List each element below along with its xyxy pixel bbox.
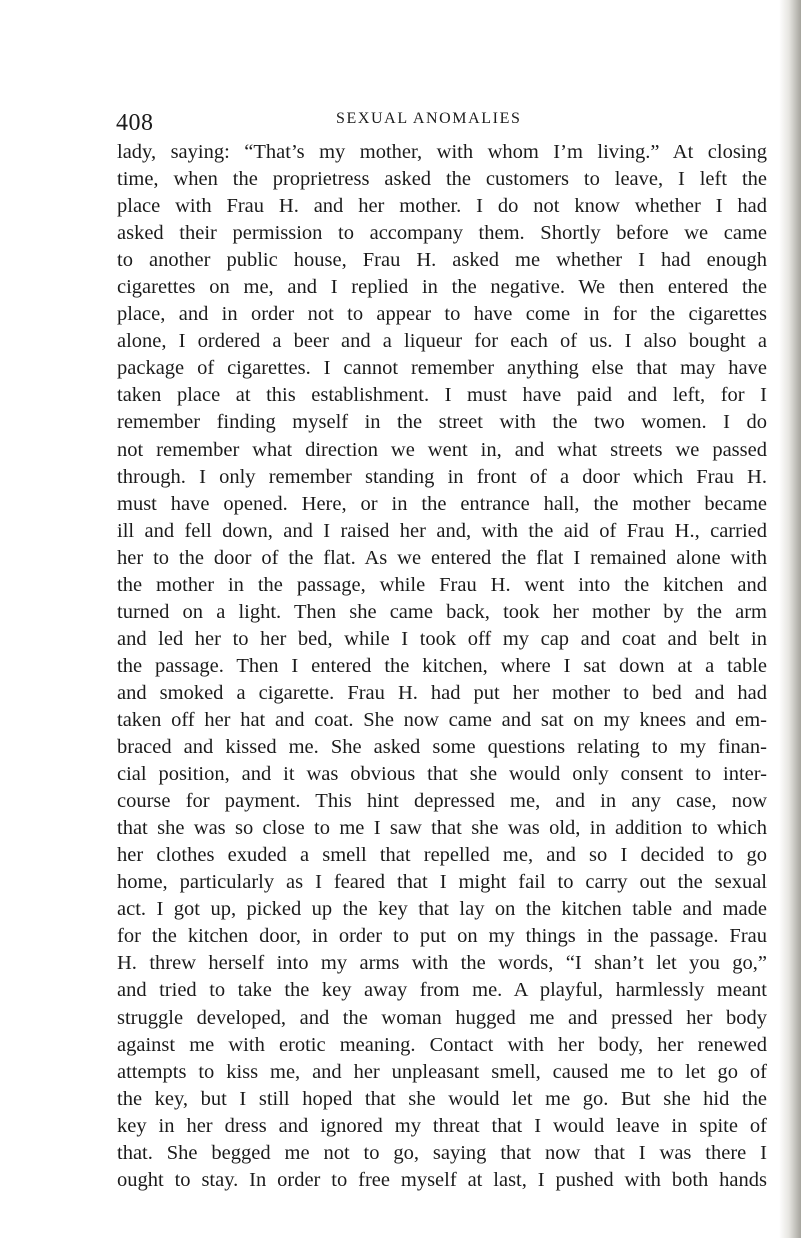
text-line: cigarettes on me, and I replied in the negative. We then entered the xyxy=(117,276,767,299)
text-line: ill and fell down, and I raised her and, with the aid of Frau H., carried xyxy=(117,519,767,542)
text-line: her to the door of the flat. As we entered the flat I remained alone with xyxy=(117,546,767,569)
text-line: for the kitchen door, in order to put on my things in the passage. Frau xyxy=(117,925,767,948)
text-line: taken place at this establishment. I must have paid and left, for I xyxy=(117,384,767,407)
text-line: ought to stay. In order to free myself at last, I pushed with both hands xyxy=(117,1168,767,1191)
text-line: asked their permission to accompany them. Shortly before we came xyxy=(117,222,767,245)
page-edge-shadow xyxy=(779,0,801,1238)
text-line: act. I got up, picked up the key that lay on the kitchen table and made xyxy=(117,898,767,921)
text-line: place with Frau H. and her mother. I do not know whether I had xyxy=(117,195,767,218)
text-line: time, when the proprietress asked the customers to leave, I left the xyxy=(117,168,767,191)
text-line: must have opened. Here, or in the entrance hall, the mother became xyxy=(117,492,767,515)
text-line: that. She begged me not to go, saying that now that I was there I xyxy=(117,1141,767,1164)
page-number: 408 xyxy=(116,110,154,136)
text-line: and tried to take the key away from me. A playful, harmlessly meant xyxy=(117,979,767,1002)
text-line: that she was so close to me I saw that she was old, in addition to which xyxy=(117,817,767,840)
text-line: the key, but I still hoped that she would let me go. But she hid the xyxy=(117,1087,767,1110)
text-line: taken off her hat and coat. She now came and sat on my knees and em- xyxy=(117,708,767,731)
text-line: cial position, and it was obvious that she would only consent to inter- xyxy=(117,763,767,786)
text-line: and smoked a cigarette. Frau H. had put her mother to bed and had xyxy=(117,681,767,704)
text-line: home, particularly as I feared that I might fail to carry out the sexual xyxy=(117,871,767,894)
text-line: course for payment. This hint depressed me, and in any case, now xyxy=(117,790,767,813)
text-line: to another public house, Frau H. asked me whether I had enough xyxy=(117,249,767,272)
text-line: attempts to kiss me, and her unpleasant smell, caused me to let go of xyxy=(117,1060,767,1083)
text-line: struggle developed, and the woman hugged me and pressed her body xyxy=(117,1006,767,1029)
text-line: key in her dress and ignored my threat that I would leave in spite of xyxy=(117,1114,767,1137)
text-line: package of cigarettes. I cannot remember anything else that may have xyxy=(117,357,767,380)
text-line: braced and kissed me. She asked some questions relating to my finan- xyxy=(117,736,767,759)
text-line: through. I only remember standing in front of a door which Frau H. xyxy=(117,465,767,488)
text-line: not remember what direction we went in, and what streets we passed xyxy=(117,438,767,461)
text-line: turned on a light. Then she came back, took her mother by the arm xyxy=(117,600,767,623)
text-line: place, and in order not to appear to have come in for the cigarettes xyxy=(117,303,767,326)
text-line: her clothes exuded a smell that repelled me, and so I decided to go xyxy=(117,844,767,867)
text-line: lady, saying: “That’s my mother, with whom I’m living.” At closing xyxy=(117,141,767,163)
text-line: remember finding myself in the street with the two women. I do xyxy=(117,411,767,434)
text-line: the mother in the passage, while Frau H. went into the kitchen and xyxy=(117,573,767,596)
text-line: and led her to her bed, while I took off my cap and coat and belt in xyxy=(117,627,767,650)
text-line: alone, I ordered a beer and a liqueur for each of us. I also bought a xyxy=(117,330,767,353)
running-head: SEXUAL ANOMALIES xyxy=(336,110,522,127)
text-line: the passage. Then I entered the kitchen, where I sat down at a table xyxy=(117,654,767,677)
body-text xyxy=(117,139,767,1194)
text-line: H. threw herself into my arms with the words, “I shan’t let you go,” xyxy=(117,952,767,975)
text-line: against me with erotic meaning. Contact with her body, her renewed xyxy=(117,1033,767,1056)
